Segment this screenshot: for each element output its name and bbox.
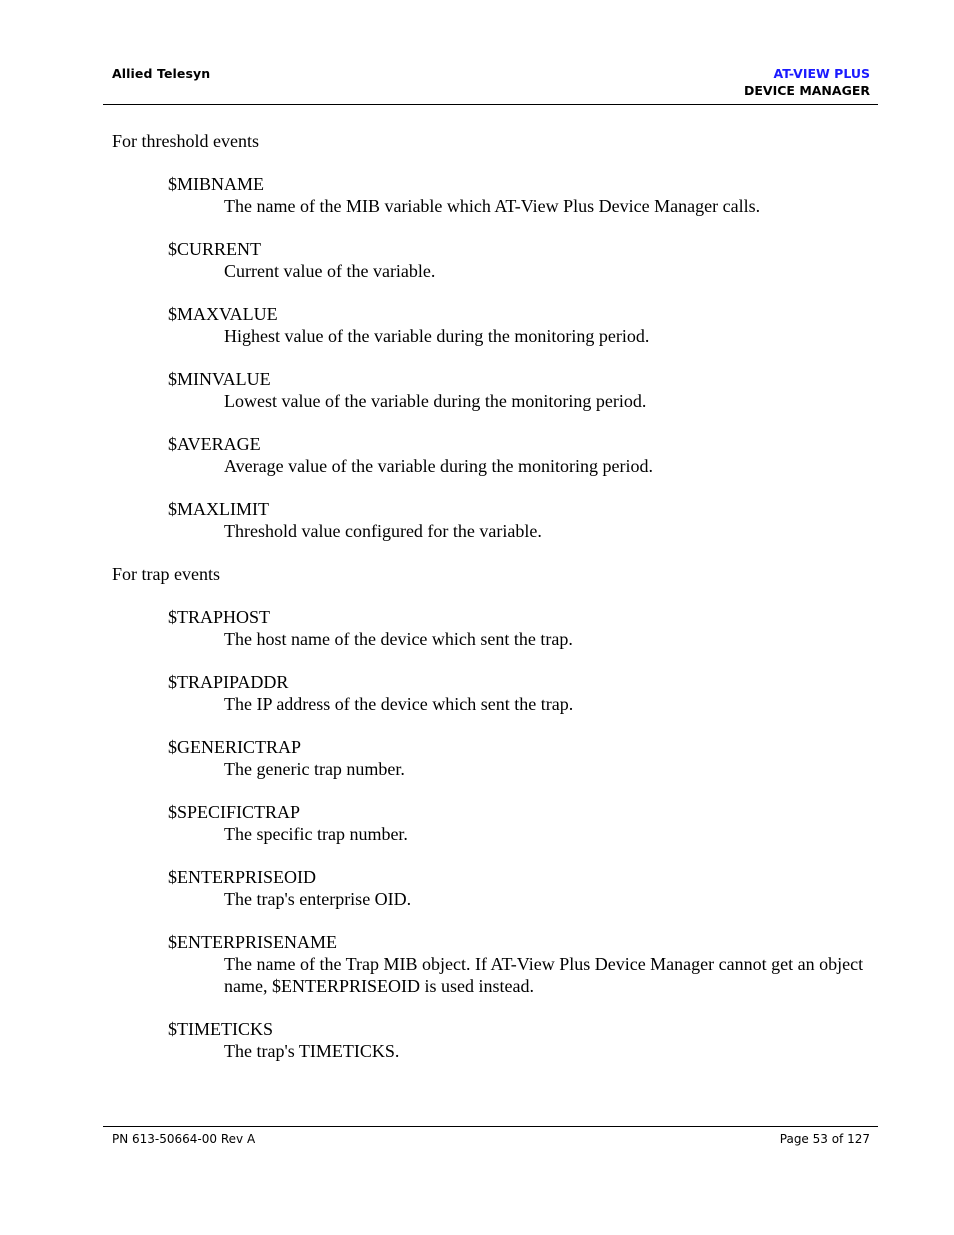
document-number: PN 613-50664-00 Rev A <box>112 1132 256 1146</box>
variable-description: The name of the MIB variable which AT-View Plus Device Manager calls. <box>224 196 761 216</box>
variable-description: The specific trap number. <box>224 824 408 844</box>
variable-name: $ENTERPRISENAME <box>168 932 338 952</box>
threshold-variable-list <box>168 173 872 542</box>
variable-description: Highest value of the variable during the monitoring period. <box>224 326 650 346</box>
variable-name: $SPECIFICTRAP <box>168 802 301 822</box>
variable-description: The IP address of the device which sent the trap. <box>224 694 574 714</box>
variable-name: $AVERAGE <box>168 434 261 454</box>
variable-item <box>168 173 872 217</box>
variable-item <box>168 303 872 347</box>
variable-item <box>168 1018 872 1062</box>
variable-name: $MAXLIMIT <box>168 499 269 519</box>
variable-name: $MAXVALUE <box>168 304 278 324</box>
variable-description: The trap's enterprise OID. <box>224 889 412 909</box>
page-footer <box>103 1126 878 1156</box>
variable-description: The generic trap number. <box>224 759 405 779</box>
variable-item <box>168 606 872 650</box>
variable-item <box>168 433 872 477</box>
trap-events-heading: For trap events <box>112 564 220 584</box>
trap-variable-list <box>168 606 872 1062</box>
variable-name: $TIMETICKS <box>168 1019 273 1039</box>
variable-description: The trap's TIMETICKS. <box>224 1041 400 1061</box>
variable-item <box>168 801 872 845</box>
threshold-events-heading: For threshold events <box>112 131 259 151</box>
page-header <box>103 64 878 105</box>
page-number: Page 53 of 127 <box>779 1132 870 1146</box>
variable-name: $MIBNAME <box>168 174 265 194</box>
variable-item <box>168 368 872 412</box>
variable-name: $GENERICTRAP <box>168 737 302 757</box>
variable-description: Threshold value configured for the variable. <box>224 521 542 541</box>
variable-description: The name of the Trap MIB object. If AT-View Plus Device Manager cannot get an object name, $ENTERPRISEOID is used instead. <box>224 954 864 996</box>
document-body <box>112 130 872 1083</box>
variable-item <box>168 238 872 282</box>
variable-item <box>168 671 872 715</box>
variable-name: $MINVALUE <box>168 369 271 389</box>
variable-name: $CURRENT <box>168 239 262 259</box>
product-name: AT-VIEW PLUS <box>773 66 870 81</box>
variable-item <box>168 931 872 997</box>
variable-item <box>168 866 872 910</box>
module-name: DEVICE MANAGER <box>744 83 870 98</box>
variable-description: Current value of the variable. <box>224 261 436 281</box>
variable-item <box>168 736 872 780</box>
variable-item <box>168 498 872 542</box>
variable-name: $ENTERPRISEOID <box>168 867 316 887</box>
variable-description: Average value of the variable during the monitoring period. <box>224 456 654 476</box>
variable-description: The host name of the device which sent the trap. <box>224 629 573 649</box>
company-name: Allied Telesyn <box>112 66 211 81</box>
variable-description: Lowest value of the variable during the monitoring period. <box>224 391 647 411</box>
variable-name: $TRAPHOST <box>168 607 271 627</box>
variable-name: $TRAPIPADDR <box>168 672 289 692</box>
